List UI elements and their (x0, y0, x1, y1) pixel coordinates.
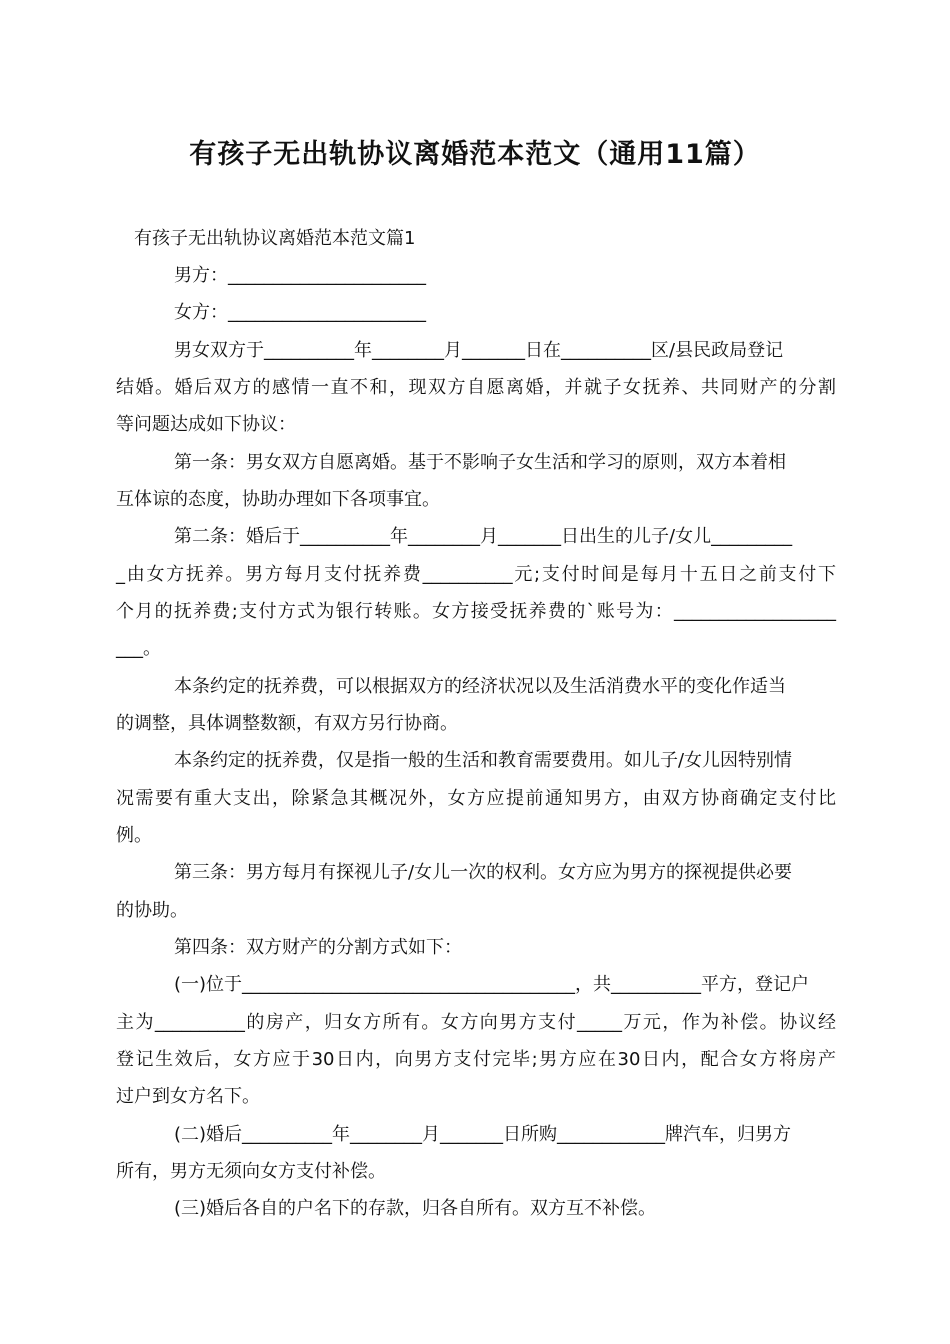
paragraph-line: 第二条：婚后于__________年________月_______日出生的儿子/女儿_________ (174, 526, 793, 547)
paragraph-line: 第一条：男女双方自愿离婚。基于不影响子女生活和学习的原则，双方本着相 (174, 452, 786, 473)
paragraph-line: 等问题达成如下协议： (116, 414, 296, 435)
paragraph-line: 所有，男方无须向女方支付补偿。 (116, 1161, 386, 1182)
paragraph-line: 登记生效后，女方应于30日内，向男方支付完毕;男方应在30日内，配合女方将房产 (116, 1049, 836, 1070)
paragraph-line: 况需要有重大支出，除紧急其概况外，女方应提前通知男方，由双方协商确定支付比 (116, 788, 836, 809)
paragraph-line: 男方：______________________ (174, 265, 426, 286)
paragraph-line: 本条约定的抚养费，可以根据双方的经济状况以及生活消费水平的变化作适当 (174, 676, 786, 697)
paragraph-line: 个月的抚养费;支付方式为银行转账。女方接受抚养费的`账号为：__________________ (116, 601, 836, 622)
paragraph-line: 互体谅的态度，协助办理如下各项事宜。 (116, 489, 440, 510)
paragraph-line: 的调整，具体调整数额，有双方另行协商。 (116, 713, 458, 734)
paragraph-line: (三)婚后各自的户名下的存款，归各自所有。双方互不补偿。 (174, 1198, 657, 1219)
paragraph-line: 过户到女方名下。 (116, 1086, 260, 1107)
section-heading: 有孩子无出轨协议离婚范本范文篇1 (134, 228, 416, 249)
paragraph-line: 第三条：男方每月有探视儿子/女儿一次的权利。女方应为男方的探视提供必要 (174, 862, 793, 883)
paragraph-line: 男女双方于__________年________月_______日在__________区/县民政局登记 (174, 340, 784, 361)
paragraph-line: ___。 (116, 638, 161, 659)
paragraph-line: 例。 (116, 825, 152, 846)
paragraph-line: 女方：______________________ (174, 302, 426, 323)
paragraph-line: (一)位于_____________________________________，共__________平方，登记户 (174, 974, 810, 995)
paragraph-line: 结婚。婚后双方的感情一直不和，现双方自愿离婚，并就子女抚养、共同财产的分割 (116, 377, 836, 398)
paragraph-line: _由女方抚养。男方每月支付抚养费__________元;支付时间是每月十五日之前支付下 (116, 564, 836, 585)
paragraph-line: 本条约定的抚养费，仅是指一般的生活和教育需要费用。如儿子/女儿因特别情 (174, 750, 793, 771)
document-title: 有孩子无出轨协议离婚范本范文（通用11篇） (189, 139, 761, 170)
paragraph-line: (二)婚后__________年________月_______日所购____________牌汽车，归男方 (174, 1124, 792, 1145)
paragraph-line: 的协助。 (116, 900, 188, 921)
paragraph-line: 第四条：双方财产的分割方式如下： (174, 937, 462, 958)
paragraph-line: 主为__________的房产，归女方所有。女方向男方支付_____万元，作为补偿。协议经 (116, 1012, 836, 1033)
